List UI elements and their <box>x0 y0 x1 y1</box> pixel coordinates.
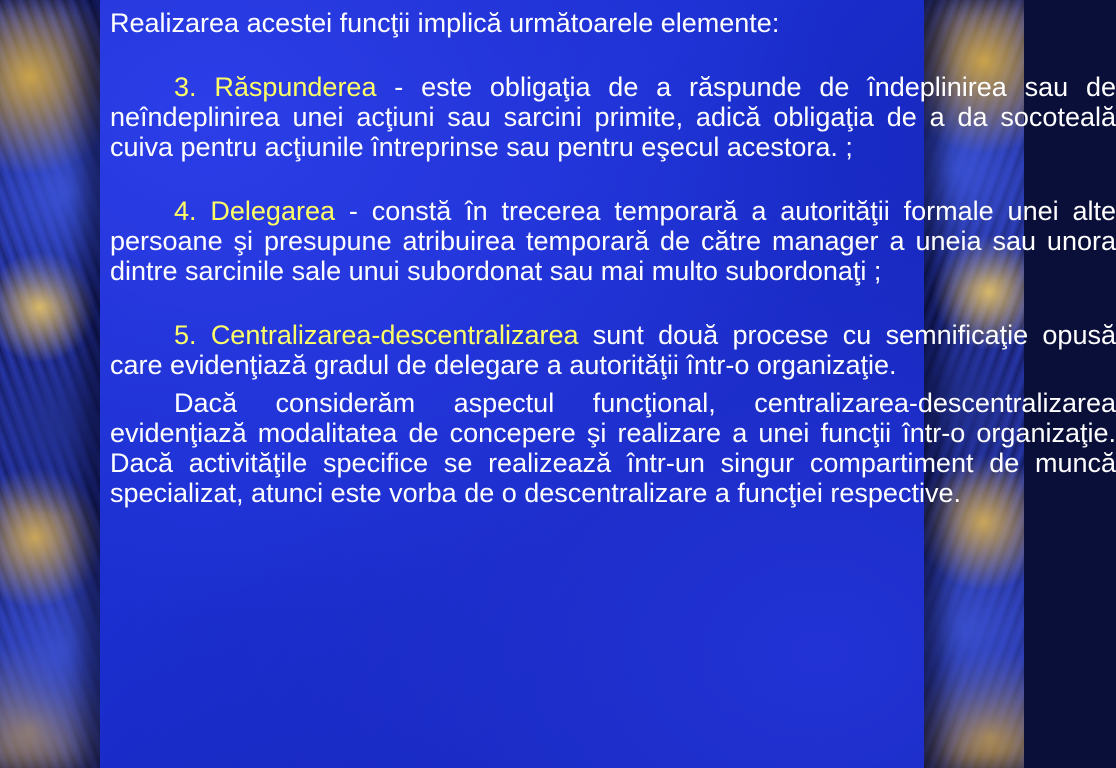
paragraph-body: - este obligaţia de a răspunde de îndeplinirea sau de neîndeplinirea unei acţiuni sau sarcini primite, adică obligaţia de a da socoteală cuiva pentru acţiunile întreprinse sau pentru eşecul acestora. ; <box>110 72 1116 162</box>
decorative-border-left <box>0 0 100 768</box>
paragraph-body: - constă în trecerea temporară a autorităţii formale unei alte persoane şi presupune atribuirea temporară de către manager a uneia sau unora dintre sarcinile sale unui subordonat sau mai multo subordonaţi ; <box>110 196 1116 286</box>
paragraph-body: sunt două procese cu semnificaţie opusă care evidenţiază gradul de delegare a autorităţii într-o organizaţie. <box>110 320 1116 380</box>
paragraph-raspunderea <box>110 72 1116 162</box>
paragraph-delegarea <box>110 196 1116 286</box>
paragraph-aspect-functional <box>110 388 1116 508</box>
paragraph-centralizarea <box>110 320 1116 380</box>
paragraph-body: Dacă considerăm aspectul funcţional, centralizarea-descentralizarea evidenţiază modalitatea de concepere şi realizare a unei funcţii într-o organizaţie. Dacă activităţile specifice se realizează într-un singur compartiment de muncă specializat, atunci este vorba de o descentralizare a funcţiei respective. <box>110 388 1116 508</box>
slide-content <box>110 8 1116 768</box>
paragraph-number: 4. <box>174 196 197 226</box>
term-delegarea: Delegarea <box>210 196 335 226</box>
term-raspunderea: Răspunderea <box>214 72 377 102</box>
intro-text: Realizarea acestei funcţii implică următoarele elemente: <box>110 8 780 38</box>
paragraph-number: 5. <box>174 320 197 350</box>
paragraph-number: 3. <box>174 72 197 102</box>
term-centralizarea-descentralizarea: Centralizarea-descentralizarea <box>210 320 579 350</box>
